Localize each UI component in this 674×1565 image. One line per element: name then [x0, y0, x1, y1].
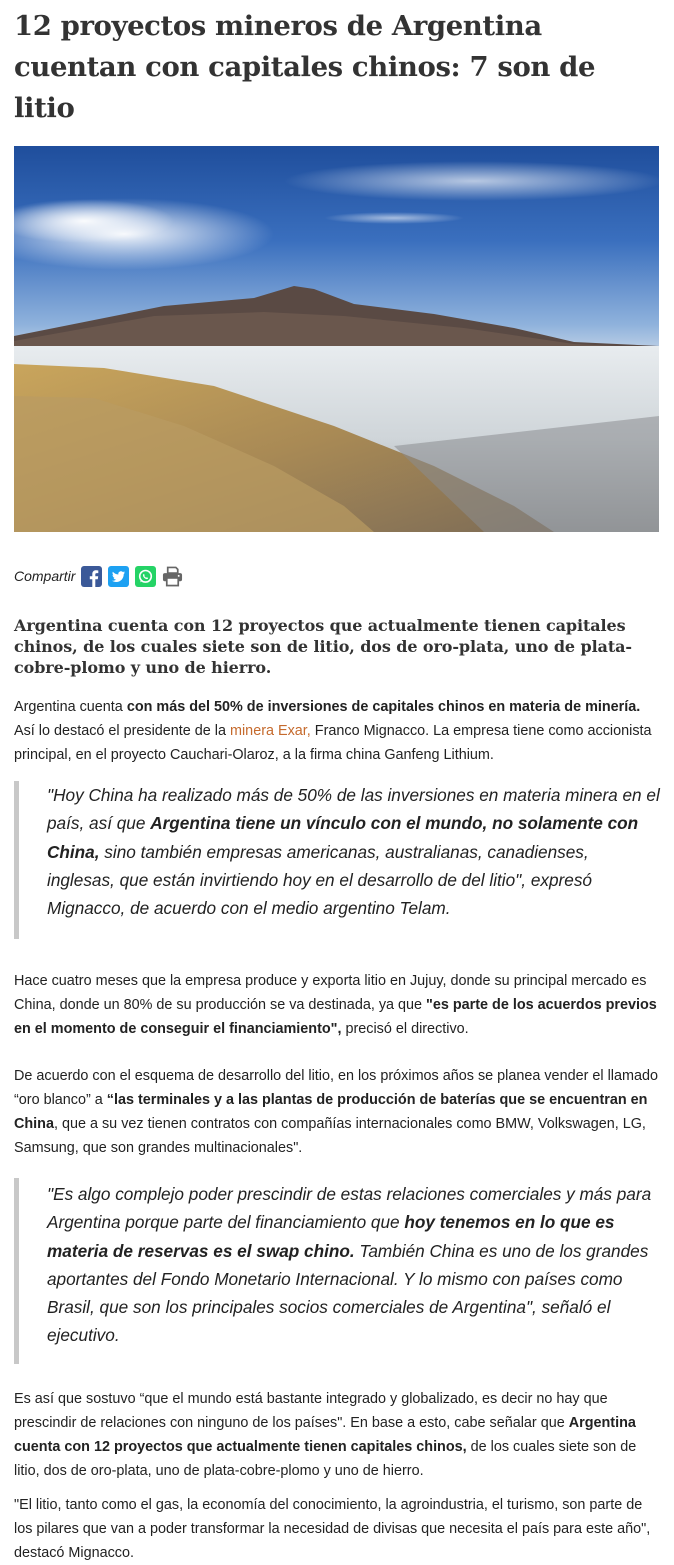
whatsapp-icon[interactable] [135, 566, 156, 587]
text-run: De acuerdo con el esquema de desarrollo del litio, en los próximos años se planea vender el llamado “oro blanco” a [14, 1068, 658, 1108]
bold-text: hoy tenemos en lo que es materia de reservas es el swap chino. [47, 1212, 615, 1261]
text-run: sino también empresas americanas, australianas, canadienses, inglesas, que están invirtiendo hoy en el desarrollo de del litio", expresó Mignacco, de acuerdo con el medio argentino Telam. [47, 841, 592, 919]
text-run: "Hoy China ha realizado más de 50% de las inversiones en materia minera en el país, así que [47, 785, 660, 834]
paragraph [14, 1064, 660, 1160]
share-bar [14, 565, 660, 587]
paragraph [14, 695, 660, 767]
text-run: Es así que sostuvo “que el mundo está bastante integrado y globalizado, es decir no hay que prescindir de relaciones con ninguno de los países". En base a esto, cabe señalar que [14, 1391, 608, 1431]
article-lead: Argentina cuenta con 12 proyectos que actualmente tienen capitales chinos, de los cuales siete son de litio, dos de oro-plata, uno de plata-cobre-plomo y uno de hierro. [14, 616, 632, 677]
blockquote [14, 781, 660, 939]
article-title: 12 proyectos mineros de Argentina cuentan con capitales chinos: 7 son de litio [14, 10, 596, 124]
paragraph [14, 1387, 660, 1483]
facebook-icon[interactable] [81, 566, 102, 587]
bold-text: "es parte de los acuerdos previos en el momento de conseguir el financiamiento", [14, 997, 657, 1037]
text-run: , que a su vez tienen contratos con compañías internacionales como BMW, Volkswagen, LG, Samsung, que son grandes multinacionales". [14, 1116, 646, 1156]
text-run: de los cuales siete son de litio, dos de oro-plata, uno de plata-cobre-plomo y uno de hierro. [14, 1439, 637, 1479]
paragraph [14, 969, 660, 1041]
text-run: precisó el directivo. [341, 1021, 469, 1037]
text-run: Así lo destacó el presidente de la [14, 723, 230, 739]
blockquote [14, 1178, 660, 1364]
hero-image [14, 146, 659, 532]
text-run: "Es algo complejo poder prescindir de estas relaciones comerciales y más para Argentina porque parte del financiamiento que [47, 1184, 652, 1233]
twitter-icon[interactable] [108, 566, 129, 587]
share-label: Compartir [14, 568, 76, 584]
text-run: Hace cuatro meses que la empresa produce y exporta litio en Jujuy, donde su principal mercado es China, donde un 80% de su producción se va destinada, ya que [14, 973, 647, 1013]
bold-text: Argentina cuenta con 12 proyectos que actualmente tienen capitales chinos, [14, 1415, 636, 1455]
print-icon[interactable] [162, 566, 183, 587]
text-run: También China es uno de los grandes aportantes del Fondo Monetario Internacional. Y lo mismo con países como Brasil, que son los principales socios comerciales de Argentina", señaló el ejecutivo. [47, 1240, 649, 1346]
paragraph: "El litio, tanto como el gas, la economía del conocimiento, la agroindustria, el turismo, son parte de los pilares que van a poder transformar la necesidad de divisas que necesita el país para este año", destacó Mignacco. [14, 1497, 651, 1561]
text-run: Argentina cuenta [14, 699, 127, 715]
minera-exar-link[interactable]: minera Exar, [230, 723, 311, 739]
bold-text: con más del 50% de inversiones de capitales chinos en materia de minería. [126, 699, 641, 715]
text-run: Franco Mignacco. La empresa tiene como accionista principal, en el proyecto Cauchari-Olaroz, a la firma china Ganfeng Lithium. [14, 723, 652, 763]
bold-text: Argentina tiene un vínculo con el mundo, no solamente con China, [47, 813, 639, 862]
bold-text: “las terminales y a las plantas de producción de baterías que se encuentran en China [14, 1092, 648, 1132]
